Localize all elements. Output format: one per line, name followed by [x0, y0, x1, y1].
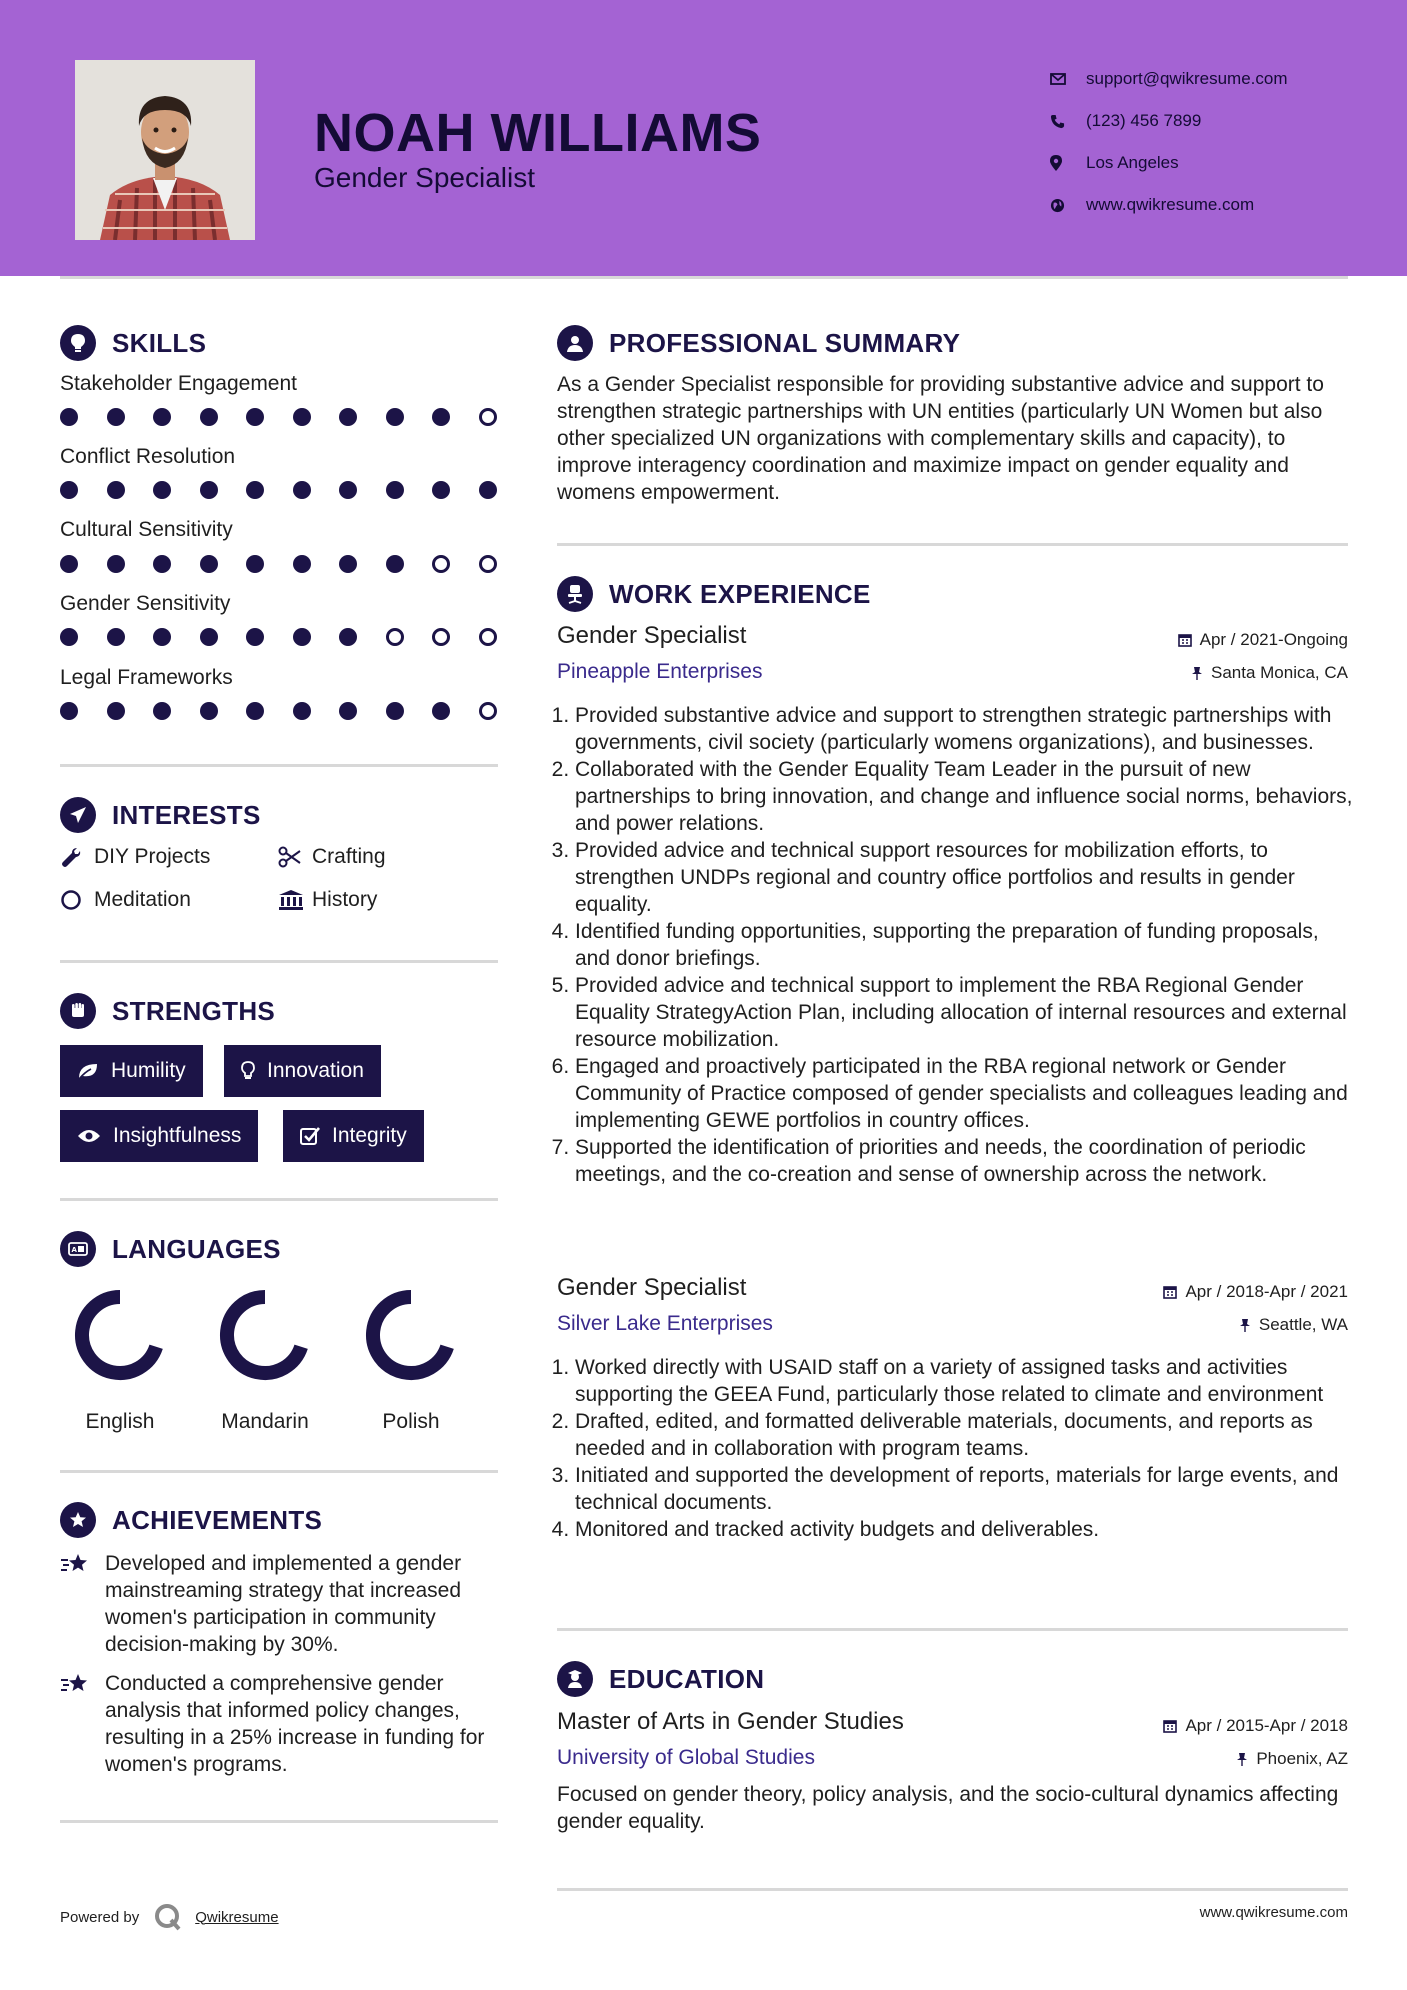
interests-heading-text: INTERESTS — [112, 799, 261, 830]
rating-dot-filled — [339, 628, 357, 646]
star-badge-icon — [60, 1502, 96, 1538]
bank-icon — [278, 889, 312, 911]
summary-text: As a Gender Specialist responsible for providing substantive advice and support to strengthen strategic partnerships with UN entities (particularly UN Women but also other specialized UN organizations with complementary skills and capacity), to improve interagency coordination and maximize impact on gender equality and womens empowerment. — [557, 373, 1324, 504]
job-title: Gender Specialist — [557, 622, 747, 649]
job-dates — [1163, 1282, 1348, 1302]
strength-label: Integrity — [332, 1124, 407, 1147]
job-location — [1239, 1315, 1348, 1335]
rating-dot-filled — [432, 408, 450, 426]
school-name: University of Global Studies — [557, 1746, 815, 1769]
achievement-text: Developed and implemented a gender mainstreaming strategy that increased women's participation in community decision-making by 30%. — [105, 1552, 462, 1656]
achievement-item — [60, 1550, 500, 1658]
rating-dot-filled — [386, 555, 404, 573]
rating-dot-empty — [479, 408, 497, 426]
responsibility-item: 1. Provided substantive advice and support to strengthen strategic partnerships with governments, civil society (particularly womens organizations), and businesses. — [575, 702, 1357, 756]
lightbulb-icon — [60, 325, 96, 361]
interest-item — [278, 845, 386, 869]
strengths-heading-text: STRENGTHS — [112, 995, 276, 1026]
fist-icon — [60, 993, 96, 1029]
rating-dot-filled — [386, 481, 404, 499]
rating-dot-filled — [339, 555, 357, 573]
contact-email-text: support@qwikresume.com — [1086, 69, 1288, 88]
rating-dot-filled — [107, 481, 125, 499]
education-dates — [1163, 1716, 1348, 1736]
contact-phone-text: (123) 456 7899 — [1086, 111, 1202, 130]
rating-dot-filled — [432, 481, 450, 499]
contact-website[interactable] — [1050, 184, 1288, 226]
contact-list — [1050, 58, 1288, 226]
language-gauge-arc — [227, 1297, 301, 1373]
pushpin-icon — [1239, 1318, 1251, 1332]
rating-dot-filled — [339, 408, 357, 426]
section-divider — [60, 1820, 498, 1823]
contact-website-text: www.qwikresume.com — [1086, 195, 1255, 214]
footer-brand — [60, 1902, 279, 1932]
leaf-icon — [77, 1062, 99, 1080]
job-location-text: Santa Monica, CA — [1210, 663, 1348, 682]
education-description: Focused on gender theory, policy analysis, and the socio-cultural dynamics affecting gender equality. — [557, 1783, 1339, 1833]
work-heading-text: WORK EXPERIENCE — [609, 578, 871, 609]
section-divider — [60, 1470, 498, 1473]
company-name: Pineapple Enterprises — [557, 660, 763, 683]
rating-dot-filled — [60, 702, 78, 720]
rating-dot-filled — [60, 628, 78, 646]
strength-label: Humility — [111, 1059, 186, 1082]
skill-name: Cultural Sensitivity — [60, 518, 233, 541]
strength-badge — [283, 1110, 424, 1162]
skill-rating — [60, 702, 525, 720]
rating-dot-filled — [479, 481, 497, 499]
achievement-item — [60, 1670, 500, 1778]
responsibility-item: 3. Provided advice and technical support resources for mobilization efforts, to strengthen UNDPs regional and country office portfolios and results in gender equality. — [575, 837, 1357, 918]
globe-icon — [1050, 198, 1086, 213]
qwikresume-logo-icon — [153, 1902, 183, 1932]
rating-dot-filled — [246, 481, 264, 499]
resume-header — [0, 0, 1407, 276]
rating-dot-filled — [60, 481, 78, 499]
shooting-star-icon — [60, 1550, 105, 1658]
skill-rating — [60, 408, 525, 426]
responsibility-item: 6. Engaged and proactively participated in the RBA regional network or Gender Community of Practice composed of gender specialists and colleagues leading and implementing GEWE portfolios in country offices. — [575, 1053, 1357, 1134]
strengths-heading — [60, 993, 275, 1029]
rating-dot-filled — [200, 702, 218, 720]
rating-dot-filled — [386, 702, 404, 720]
skill-name: Legal Frameworks — [60, 666, 233, 689]
eye-icon — [77, 1128, 101, 1144]
responsibility-item: 2. Drafted, edited, and formatted deliverable materials, documents, and reports as needed and in collaboration with program teams. — [575, 1408, 1357, 1462]
powered-by-text: Powered by — [60, 1908, 140, 1926]
calendar-icon — [1163, 1285, 1177, 1299]
rating-dot-empty — [479, 702, 497, 720]
language-item — [351, 1285, 471, 1434]
rating-dot-filled — [293, 481, 311, 499]
rating-dot-filled — [386, 408, 404, 426]
scissors-icon — [278, 846, 312, 868]
contact-location — [1050, 142, 1288, 184]
rating-dot-filled — [293, 702, 311, 720]
rating-dot-empty — [386, 628, 404, 646]
graduate-icon — [557, 1661, 593, 1697]
rating-dot-empty — [479, 555, 497, 573]
candidate-title: Gender Specialist — [314, 162, 536, 193]
rating-dot-filled — [293, 408, 311, 426]
rating-dot-filled — [200, 628, 218, 646]
job-dates-text: Apr / 2021-Ongoing — [1199, 630, 1348, 649]
rating-dot-filled — [246, 628, 264, 646]
language-gauge — [70, 1285, 170, 1385]
envelope-icon — [1050, 73, 1086, 85]
calendar-icon — [1163, 1719, 1177, 1733]
rating-dot-filled — [107, 628, 125, 646]
job-responsibilities — [557, 1354, 1357, 1543]
education-dates-text: Apr / 2015-Apr / 2018 — [1185, 1716, 1348, 1735]
rating-dot-filled — [107, 702, 125, 720]
section-divider — [60, 960, 498, 963]
summary-heading-text: PROFESSIONAL SUMMARY — [609, 327, 961, 358]
rating-dot-empty — [432, 628, 450, 646]
rating-dot-filled — [60, 555, 78, 573]
map-pin-icon — [1050, 155, 1086, 171]
skill-name: Gender Sensitivity — [60, 592, 231, 615]
section-divider — [60, 764, 498, 767]
strength-label: Insightfulness — [113, 1124, 242, 1147]
contact-phone[interactable] — [1050, 100, 1288, 142]
rating-dot-filled — [432, 702, 450, 720]
job-dates — [1178, 630, 1348, 650]
job-location-text: Seattle, WA — [1258, 1315, 1348, 1334]
wrench-icon — [60, 846, 94, 868]
skill-name: Conflict Resolution — [60, 445, 236, 468]
strength-badge — [60, 1045, 203, 1097]
rating-dot-filled — [339, 702, 357, 720]
achievements-heading — [60, 1502, 322, 1538]
skill-name: Stakeholder Engagement — [60, 372, 297, 395]
interest-label: Meditation — [94, 888, 191, 911]
education-location — [1236, 1749, 1348, 1769]
rating-dot-filled — [153, 408, 171, 426]
language-item — [205, 1285, 325, 1434]
interest-item — [278, 888, 377, 912]
rating-dot-filled — [200, 555, 218, 573]
rating-dot-filled — [107, 555, 125, 573]
achievements-heading-text: ACHIEVEMENTS — [112, 1504, 323, 1535]
section-divider — [557, 1888, 1348, 1891]
language-gauge-arc — [373, 1297, 447, 1373]
user-icon — [557, 325, 593, 361]
paper-plane-icon — [60, 797, 96, 833]
rating-dot-filled — [153, 555, 171, 573]
degree-title: Master of Arts in Gender Studies — [557, 1708, 904, 1735]
language-label: Polish — [382, 1410, 440, 1433]
job-location — [1191, 663, 1348, 683]
interest-item — [60, 888, 191, 912]
rating-dot-filled — [107, 408, 125, 426]
education-heading — [557, 1661, 764, 1697]
interest-label: History — [312, 888, 378, 911]
responsibility-item: 3. Initiated and supported the development of reports, materials for large events, and technical documents. — [575, 1462, 1357, 1516]
qwikresume-link[interactable]: Qwikresume — [195, 1908, 279, 1926]
skill-rating — [60, 628, 525, 646]
language-item — [60, 1285, 180, 1434]
pushpin-icon — [1236, 1752, 1248, 1766]
job-responsibilities — [557, 702, 1357, 1188]
interest-label: Crafting — [312, 845, 386, 868]
education-location-text: Phoenix, AZ — [1256, 1749, 1348, 1768]
company-name: Silver Lake Enterprises — [557, 1312, 773, 1335]
job-title: Gender Specialist — [557, 1274, 747, 1301]
contact-location-text: Los Angeles — [1086, 153, 1179, 172]
rating-dot-filled — [339, 481, 357, 499]
rating-dot-empty — [479, 628, 497, 646]
calendar-icon — [1178, 633, 1192, 647]
responsibility-item: 7. Supported the identification of priorities and needs, the coordination of periodic meetings, and the co-creation and sense of ownership across the network. — [575, 1134, 1357, 1188]
language-gauge — [361, 1285, 461, 1385]
profile-photo — [75, 60, 255, 240]
languages-heading-text: LANGUAGES — [112, 1233, 281, 1264]
rating-dot-filled — [153, 702, 171, 720]
language-label: Mandarin — [221, 1410, 309, 1433]
achievement-text: Conducted a comprehensive gender analysis that informed policy changes, resulting in a 25% increase in funding for women's programs. — [105, 1672, 485, 1776]
skill-rating — [60, 555, 525, 573]
pushpin-icon — [1191, 666, 1203, 680]
candidate-name: NOAH WILLIAMS — [314, 103, 762, 163]
interests-heading — [60, 797, 261, 833]
svg-text:A: A — [71, 1246, 77, 1254]
languages-heading — [60, 1231, 281, 1267]
rating-dot-filled — [60, 408, 78, 426]
language-label: English — [85, 1410, 155, 1433]
responsibility-item: 4. Identified funding opportunities, supporting the preparation of funding proposals, and donor briefings. — [575, 918, 1357, 972]
rating-dot-filled — [153, 481, 171, 499]
summary-heading — [557, 325, 960, 361]
rating-dot-filled — [293, 555, 311, 573]
skills-heading — [60, 325, 206, 361]
footer-url[interactable]: www.qwikresume.com — [1199, 1904, 1348, 1921]
strength-label: Innovation — [267, 1059, 364, 1082]
skill-rating — [60, 481, 525, 499]
language-icon — [60, 1231, 96, 1267]
section-divider — [557, 1628, 1348, 1631]
checkbox-icon — [300, 1126, 320, 1146]
lightbulb-icon — [241, 1061, 255, 1081]
education-heading-text: EDUCATION — [609, 1663, 765, 1694]
skills-heading-text: SKILLS — [112, 327, 207, 358]
section-divider — [557, 543, 1348, 546]
rating-dot-filled — [200, 481, 218, 499]
rating-dot-empty — [432, 555, 450, 573]
responsibility-item: 5. Provided advice and technical support to implement the RBA Regional Gender Equality StrategyAction Plan, including allocation of internal resources and external resource mobilization. — [575, 972, 1357, 1053]
job-dates-text: Apr / 2018-Apr / 2021 — [1185, 1282, 1348, 1301]
interest-label: DIY Projects — [94, 845, 211, 868]
language-gauge-arc — [82, 1297, 156, 1373]
rating-dot-filled — [293, 628, 311, 646]
section-divider — [60, 1198, 498, 1201]
strength-badge — [60, 1110, 258, 1162]
phone-icon — [1050, 114, 1086, 129]
header-divider — [60, 276, 1348, 279]
contact-email[interactable] — [1050, 58, 1288, 100]
shooting-star-icon — [60, 1670, 105, 1778]
rating-dot-filled — [200, 408, 218, 426]
responsibility-item: 1. Worked directly with USAID staff on a variety of assigned tasks and activities supporting the GEEA Fund, particularly those related to climate and environment — [575, 1354, 1357, 1408]
circle-icon — [60, 889, 94, 911]
rating-dot-filled — [246, 408, 264, 426]
rating-dot-filled — [246, 555, 264, 573]
responsibility-item: 2. Collaborated with the Gender Equality Team Leader in the pursuit of new partnerships to bring innovation, and change and influence social norms, behaviors, and power relations. — [575, 756, 1357, 837]
interest-item — [60, 845, 210, 869]
responsibility-item: 4. Monitored and tracked activity budgets and deliverables. — [575, 1516, 1357, 1543]
strength-badge — [224, 1045, 381, 1097]
rating-dot-filled — [246, 702, 264, 720]
work-heading — [557, 576, 871, 612]
rating-dot-filled — [153, 628, 171, 646]
language-gauge — [215, 1285, 315, 1385]
office-chair-icon — [557, 576, 593, 612]
